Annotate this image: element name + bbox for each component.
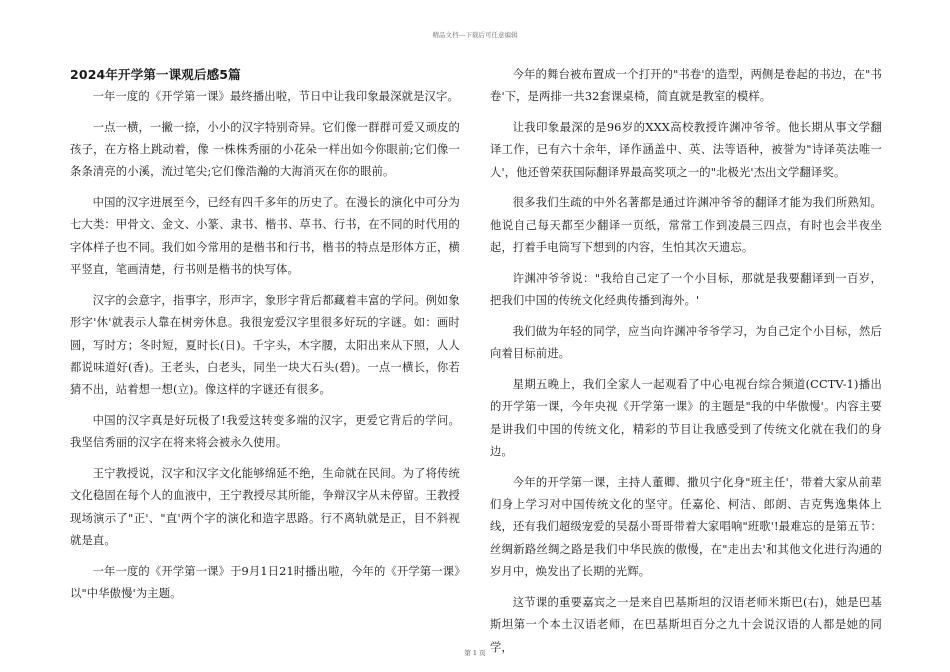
paragraph: 这节课的重要嘉宾之一是来自巴基斯坦的汉语老师米斯巴(右)，她是巴基斯坦第一个本土汉语老师，在巴基斯坦百分之九十会说汉语的人都是她的同学， [490, 595, 882, 654]
page-header: 精品文档---下载后可任意编辑 [432, 31, 518, 39]
right-column [490, 64, 882, 667]
paragraph: 很多我们生疏的中外名著都是通过许渊冲爷爷的翻译才能为我们所熟知。他说自己每天都至少翻译一页纸，常常工作到凌晨三四点，有时也会半夜坐起，打着手电筒写下想到的内容，生怕其次天遗忘。 [490, 196, 882, 255]
paragraph: 星期五晚上，我们全家人一起观看了中心电视台综合频道(CCTV-1)播出的开学第一课，今年央视《开学第一课》的主题是"我的中华傲慢'。内容主要是讲我们中国的传统文化，精彩的节目让我感受到了传统文化就在我们的身边。 [490, 377, 882, 459]
left-column [70, 64, 460, 614]
paragraph: 一年一度的《开学第一课》最终播出啦，节日中让我印象最深就是汉字。 [92, 90, 459, 103]
paragraph: 今年的开学第一课，主持人董卿、撒贝宁化身"班主任'，带着大家从前辈们身上学习对中国传统文化的坚守。任嘉伦、柯洁、郎朗、吉克隽逸集体上线，还有我们超级宠爱的吴磊小哥哥带着大家唱响"班歌'!最难忘的是第五节：丝绸新路丝绸之路是我们中华民族的傲慢，在"走出去'和其他文化进行沟通的岁月中，焕发出了长期的光辉。 [490, 475, 882, 579]
paragraph: 我们做为年轻的同学，应当向许渊冲爷爷学习，为自己定个小目标，然后向着目标前进。 [490, 324, 882, 361]
paragraph: 今年的舞台被布置成一个打开的"书卷'的造型，两侧是卷起的书边，在"书卷'下，是两排一共32套课桌椅，简直就是教室的模样。 [490, 68, 882, 104]
paragraph: 王宁教授说，汉字和汉字文化能够绵延不绝，生命就在民间。为了将传统文化稳固在每个人的血液中，王宁教授尽其所能，争辩汉字从未停留。王教授现场演示了"正'、"直'两个字的演化和造字思路。行不离轨就是正，目不斜视就是直。 [70, 467, 460, 548]
paragraph: 许渊冲爷爷说："我给自己定了一个小目标，那就是我要翻译到一百岁，把我们中国的传统文化经典传播到海外。' [490, 271, 882, 308]
paragraph: 一点一横，一撇一捺，小小的汉字特别奇异。它们像一群群可爱又顽皮的孩子，在方格上跳动着，像 一株株秀丽的小花朵一样出如今你眼前;它们像一条条清亮的小溪，流过笔尖;它们像浩瀚的大海消灭在你的眼前。 [70, 120, 460, 179]
paragraph: 中国的汉字真是好玩极了!我爱这转变多端的汉字，更爱它背后的学问。我坚信秀丽的汉字在将来将会被永久使用。 [70, 414, 460, 450]
page-number: 第 1 页 [464, 649, 486, 657]
paragraph: 汉字的会意字，指事字，形声字，象形字背后都藏着丰富的学问。例如象形字'休'就表示人靠在树旁休息。我很宠爱汉字里很多好玩的字谜。如：画时圆，写时方；冬时短，夏时长(日)。千字头，木字腰，太阳出来从下照，人人都说味道好(香)。王老头，白老头，同坐一块大石头(碧)。一点一横长，你若猜不出，站着想一想(立)。像这样的字谜还有很多。 [70, 293, 460, 397]
paragraph: 中国的汉字进展至今，已经有四千多年的历史了。在漫长的演化中可分为七大类：甲骨文、金文、小篆、隶书、楷书、草书、行书，在不同的时代用的字体样子也不同。我们如今常用的是楷书和行书，楷书的特点是形体方正，横平竖直，笔画清楚，行书则是楷书的快写体。 [70, 196, 460, 277]
paragraph: 一年一度的《开学第一课》于9月1日21时播出啦，今年的《开学第一课》以"中华傲慢'为主题。 [70, 564, 460, 601]
document-title: 2024年开学第一课观后感5篇 [70, 67, 241, 82]
paragraph: 让我印象最深的是96岁的XXX高校教授许渊冲爷爷。他长期从事文学翻译工作，已有六十余年，译作涵盖中、英、法等语种，被誉为"诗译英法唯一人'，他还曾荣获国际翻译界最高奖项之一的"北极光'杰出文学翻译奖。 [490, 121, 882, 179]
